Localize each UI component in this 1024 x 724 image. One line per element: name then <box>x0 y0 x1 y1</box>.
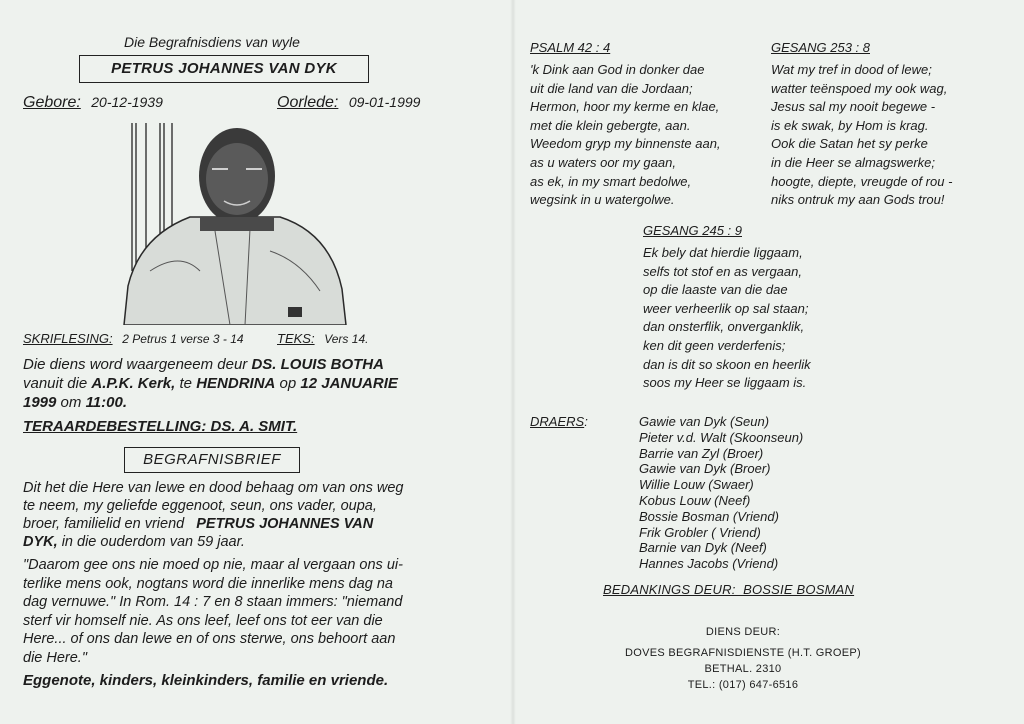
bearer-item: Gawie van Dyk (Broer) <box>639 461 771 477</box>
text-row <box>277 331 368 346</box>
quote-line: die Here." <box>23 649 87 666</box>
thanks-line: BEDANKINGS DEUR: BOSSIE BOSMAN <box>603 582 855 597</box>
verse-line: uit die land van die Jordaan; <box>530 80 693 96</box>
service-text-4: op <box>279 375 297 392</box>
verse-line: is ek swak, by Hom is krag. <box>771 117 929 133</box>
verse-line: as u waters oor my gaan, <box>530 154 676 170</box>
reading-label: SKRIFLESING: <box>23 331 113 346</box>
portrait-photo <box>120 121 348 325</box>
service-text-3: te <box>179 375 193 392</box>
bearer-item: Willie Louw (Swaer) <box>639 477 754 493</box>
died-label: Oorlede: <box>277 94 339 111</box>
psalm-title: PSALM 42 : 4 <box>530 40 611 55</box>
verse-line: Ek bely dat hierdie liggaam, <box>643 245 803 260</box>
quote-line: Here... of ons dan lewe en of ons sterwe, ons behoort aan <box>23 631 396 647</box>
verse-line: Jesus sal my nooit begewe - <box>771 99 936 115</box>
quote-line: terlike mens ook, nogtans word die innerlike mens dag na <box>23 575 393 592</box>
gesang-245-block <box>643 223 811 393</box>
deceased-name-box: PETRUS JOHANNES VAN DYK <box>79 55 369 83</box>
letter-name-1: PETRUS JOHANNES VAN <box>196 516 374 532</box>
verse-line: op die laaste van die dae <box>643 282 788 298</box>
letter-body <box>23 479 403 551</box>
burial-line: TERAARDEBESTELLING: DS. A. SMIT. <box>23 418 298 435</box>
scripture-quote <box>23 556 403 667</box>
verse-line: Wat my tref in dood of lewe; <box>771 62 932 77</box>
bearer-item: Barrie van Zyl (Broer) <box>639 445 764 461</box>
verse-line: soos my Heer se liggaam is. <box>643 375 807 391</box>
service-by-label: DIENS DEUR: <box>705 626 781 638</box>
born-date: 20-12-1939 <box>91 94 163 110</box>
quote-line: dag vernuwe." In Rom. 14 : 7 en 8 staan immers: "niemand <box>23 594 403 610</box>
text-value: Vers 14. <box>324 332 369 346</box>
bearer-item: Pieter v.d. Walt (Skoonseun) <box>639 429 804 445</box>
minister-name: DS. LOUIS BOTHA <box>251 356 384 373</box>
letter-line: Dit het die Here van lewe en dood behaag om van ons weg <box>23 480 404 496</box>
gesang-253-block <box>771 40 952 210</box>
verse-line: watter teënspoed my ook wag, <box>771 80 948 96</box>
bearer-item: Gawie van Dyk (Seun) <box>639 414 770 429</box>
quote-line: sterf vir homself nie. As ons leef, leef ons tot eer van die <box>23 612 383 629</box>
service-date: 12 JANUARIE <box>300 375 398 392</box>
verse-line: selfs tot stof en as vergaan, <box>643 263 802 279</box>
letter-name-2: DYK, <box>23 534 58 550</box>
psalm-block <box>530 40 721 210</box>
verse-line: in die Heer se almagswerke; <box>771 154 936 170</box>
undertaker-block <box>620 624 866 693</box>
gesang-253-title: GESANG 253 : 8 <box>771 40 870 55</box>
born-label: Gebore: <box>23 94 81 111</box>
text-label: TEKS: <box>277 331 315 346</box>
quote-line: "Daarom gee ons nie moed op nie, maar al vergaan ons ui- <box>23 557 403 573</box>
undertaker-name: DOVES BEGRAFNISDIENSTE (H.T. GROEP) <box>624 647 862 659</box>
undertaker-town: BETHAL. 2310 <box>704 663 782 675</box>
verse-line: dan is dit so skoon en heerlik <box>643 356 811 372</box>
verse-line: Ook die Satan het sy perke <box>771 136 928 152</box>
intro-line: Die Begrafnisdiens van wyle <box>124 34 300 50</box>
gesang-245-title: GESANG 245 : 9 <box>643 223 742 238</box>
reading-value: 2 Petrus 1 verse 3 - 14 <box>122 332 244 346</box>
closing-line: Eggenote, kinders, kleinkinders, familie en vriende. <box>23 672 389 689</box>
verse-line: met die klein gebergte, aan. <box>530 117 691 133</box>
verse-line: hoogte, diepte, vreugde of rou - <box>771 173 953 189</box>
undertaker-phone: TEL.: (017) 647-6516 <box>687 679 799 691</box>
church-name: A.P.K. Kerk, <box>91 375 176 392</box>
bearer-item: Bossie Bosman (Vriend) <box>639 508 779 524</box>
letter-age: in die ouderdom van 59 jaar. <box>61 534 245 550</box>
verse-line: 'k Dink aan God in donker dae <box>530 62 705 77</box>
service-details <box>23 355 398 412</box>
letter-title-box: BEGRAFNISBRIEF <box>124 447 300 473</box>
bearers-colon: : <box>584 414 588 429</box>
verse-line: wegsink in u watergolwe. <box>530 192 675 208</box>
service-text-5: om <box>60 394 82 411</box>
verse-line: ken dit geen verderfenis; <box>643 337 786 353</box>
verse-line: Weedom gryp my binnenste aan, <box>530 136 721 152</box>
service-time: 11:00. <box>85 394 127 411</box>
bearers-label: DRAERS <box>530 414 585 429</box>
bearer-item: Hannes Jacobs (Vriend) <box>639 556 779 572</box>
bearers-heading <box>530 414 588 429</box>
service-year: 1999 <box>23 394 57 411</box>
service-text-1: Die diens word waargeneem deur <box>23 356 248 373</box>
bearer-item: Barnie van Dyk (Neef) <box>639 540 767 556</box>
page-fold <box>510 0 516 724</box>
verse-line: niks ontruk my aan Gods trou! <box>771 192 945 208</box>
verse-line: weer verheerlik op sal staan; <box>643 300 809 316</box>
died-date: 09-01-1999 <box>348 94 421 110</box>
reading-row <box>23 331 244 346</box>
verse-line: as ek, in my smart bedolwe, <box>530 173 692 189</box>
town-name: HENDRINA <box>196 375 276 392</box>
verse-line: Hermon, hoor my kerme en klae, <box>530 99 720 115</box>
bearer-item: Kobus Louw (Neef) <box>639 492 751 508</box>
born-row <box>23 94 163 112</box>
service-text-2: vanuit die <box>23 375 88 392</box>
letter-line: te neem, my geliefde eggenoot, seun, ons vader, oupa, <box>23 498 377 514</box>
bearers-list <box>639 414 803 572</box>
bearer-item: Frik Grobler ( Vriend) <box>639 524 761 540</box>
letter-line: broer, familielid en vriend <box>23 516 185 532</box>
died-row <box>277 94 420 112</box>
verse-line: dan onsterflik, onverganklik, <box>643 319 805 335</box>
